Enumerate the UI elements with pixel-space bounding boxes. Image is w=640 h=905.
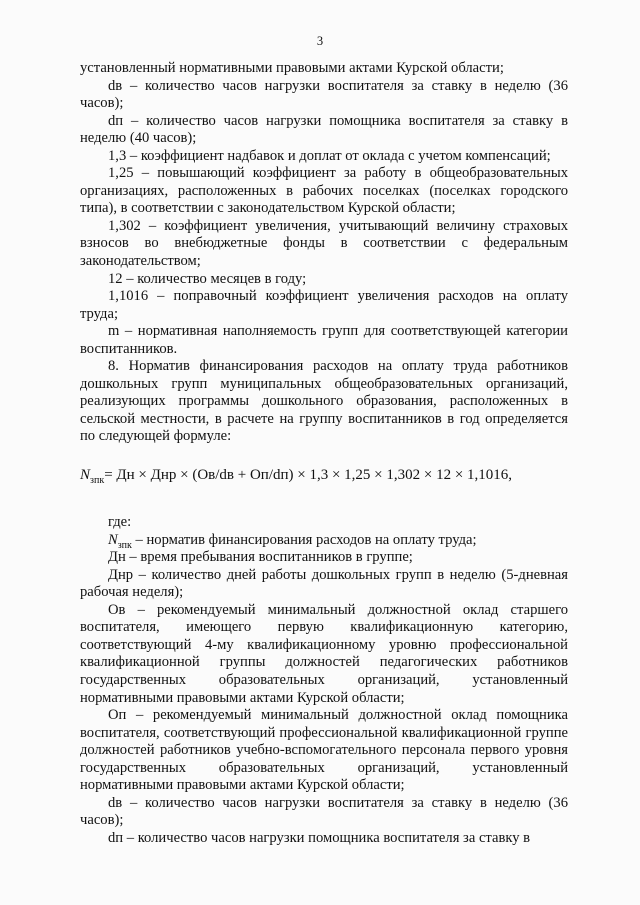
paragraph: Днр – количество дней работы дошкольных групп в неделю (5-дневная рабочая неделя); (80, 566, 568, 601)
formula-subscript: зпк (90, 475, 105, 487)
paragraphs-bottom (80, 549, 568, 847)
paragraph: 8. Норматив финансирования расходов на оплату труда работников дошкольных групп муниципальных общеобразовательных организаций, реализующих программы дошкольного образования, расположенных в сельской местности, в расчете на группу воспитанников в год определяется по следующей формуле: (80, 358, 568, 445)
page-number: 3 (316, 34, 324, 48)
paragraph: установленный нормативными правовыми актами Курской области; (80, 60, 504, 76)
paragraph: m – нормативная наполняемость групп для соответствующей категории воспитанников. (80, 323, 568, 357)
where-label: где: (108, 514, 132, 531)
paragraph: 1,25 – повышающий коэффициент за работу в общеобразовательных организациях, расположенных в рабочих поселках (поселках городского типа), в соответствии с законодательством Курской области; (80, 165, 568, 217)
paragraph: Дн – время пребывания воспитанников в группе; (108, 549, 413, 566)
definition-n-subscript: зпк (117, 539, 132, 551)
definition-n-text: – норматив финансирования расходов на оплату труда; (131, 531, 477, 548)
paragraph: dп – количество часов нагрузки помощника воспитателя за ставку в неделю (40 часов); (80, 112, 568, 147)
paragraph: 1,3 – коэффициент надбавок и доплат от оклада с учетом компенсаций; (108, 147, 551, 164)
paragraph: Оп – рекомендуемый минимальный должностной оклад помощника воспитателя, соответствующий профессиональной квалификационной группе должностей работников учебно-вспомогательного персонала первого уровня государственных образовательных организаций, установленный нормативными правовыми актами Курской области; (80, 707, 568, 794)
formula-body: = Дн × Днр × (Ов/dв + Оп/dп) × 1,3 × 1,25 × 1,302 × 12 × 1,1016, (104, 467, 513, 484)
definition-n-symbol: N (108, 531, 118, 548)
paragraph: dп – количество часов нагрузки помощника воспитателя за ставку в (108, 829, 531, 846)
paragraph: 1,302 – коэффициент увеличения, учитывающий величину страховых взносов во внебюджетные фонды в соответствии с федеральным законодательством; (80, 217, 568, 270)
paragraph: dв – количество часов нагрузки воспитателя за ставку в неделю (36 часов); (80, 794, 568, 829)
paragraphs-top (80, 60, 568, 446)
definition-n (80, 532, 568, 550)
document-body (80, 60, 568, 847)
paragraph: dв – количество часов нагрузки воспитателя за ставку в неделю (36 часов); (80, 77, 568, 112)
paragraph: Ов – рекомендуемый минимальный должностной оклад старшего воспитателя, имеющего первую квалификационную категорию, соответствующий 4-му квалификационному уровню профессиональной квалификационной группы должностей педагогических работников государственных образовательных организаций, установленный нормативными правовыми актами Курской области; (80, 601, 568, 706)
formula (80, 466, 568, 487)
paragraph: 12 – количество месяцев в году; (108, 270, 307, 287)
paragraph: 1,1016 – поправочный коэффициент увеличения расходов на оплату труда; (80, 288, 568, 322)
formula-symbol: N (80, 467, 91, 484)
